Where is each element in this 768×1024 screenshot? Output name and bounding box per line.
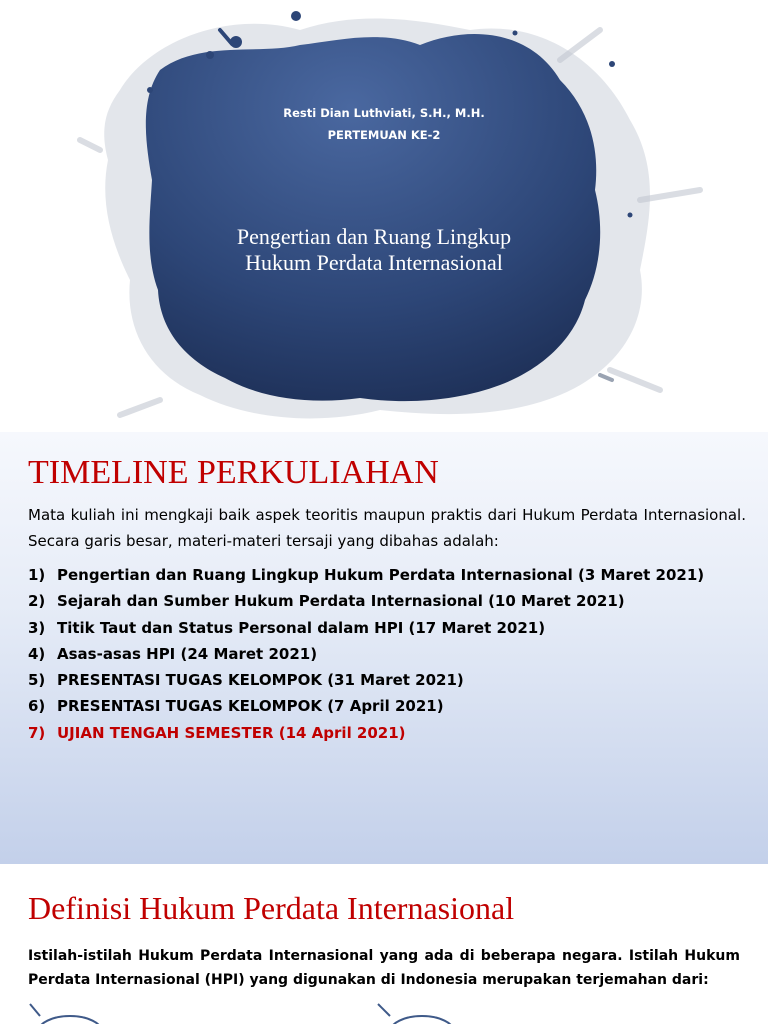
list-item-text: Sejarah dan Sumber Hukum Perdata Internasional (10 Maret 2021) [57,592,625,611]
paint-splash-graphic [0,0,768,432]
session-label: PERTEMUAN KE-2 [327,128,441,142]
list-item [28,641,748,667]
list-item-text: Asas-asas HPI (24 Maret 2021) [57,644,318,663]
list-item-number: 6) [28,697,46,716]
list-item-number: 4) [28,644,46,663]
list-item-text: Titik Taut dan Status Personal dalam HPI (17 Maret 2021) [57,618,546,637]
list-item-number: 5) [28,671,46,690]
list-item [28,693,748,719]
definition-title: Definisi Hukum Perdata Internasional [28,890,515,926]
list-item-number: 1) [28,566,46,584]
list-item [28,615,748,641]
list-item-number: 3) [28,618,46,637]
slide-title-line-1: Pengertian dan Ruang Lingkup [236,224,512,249]
definition-slide [0,864,768,1024]
list-item-text: Pengertian dan Ruang Lingkup Hukum Perdata Internasional (3 Maret 2021) [57,566,705,584]
timeline-title: TIMELINE PERKULIAHAN [28,454,439,491]
title-slide [0,0,768,432]
timeline-slide [0,432,768,864]
author-name: Resti Dian Luthviati, S.H., M.H. [283,106,485,120]
list-item [28,562,748,588]
list-item-text: UJIAN TENGAH SEMESTER (14 April 2021) [57,723,406,742]
timeline-list [28,562,748,746]
list-item-highlighted [28,720,748,746]
list-item-text: PRESENTASI TUGAS KELOMPOK (7 April 2021) [57,697,444,716]
list-item-number: 2) [28,592,46,611]
list-item-number: 7) [28,723,46,742]
definition-text: Istilah-istilah Hukum Perdata Internasional yang ada di beberapa negara. Istilah Hukum Perdata Internasional (HPI) yang digunakan di Indonesia merupakan terjemahan dari: [28,948,740,988]
list-item-text: PRESENTASI TUGAS KELOMPOK (31 Maret 2021) [57,671,464,690]
timeline-intro: Mata kuliah ini mengkaji baik aspek teoritis maupun praktis dari Hukum Perdata Internasional. Secara garis besar, materi-materi tersaji yang dibahas adalah: [28,506,746,550]
slide-title-line-2: Hukum Perdata Internasional [245,250,503,275]
list-item [28,588,748,614]
list-item [28,667,748,693]
